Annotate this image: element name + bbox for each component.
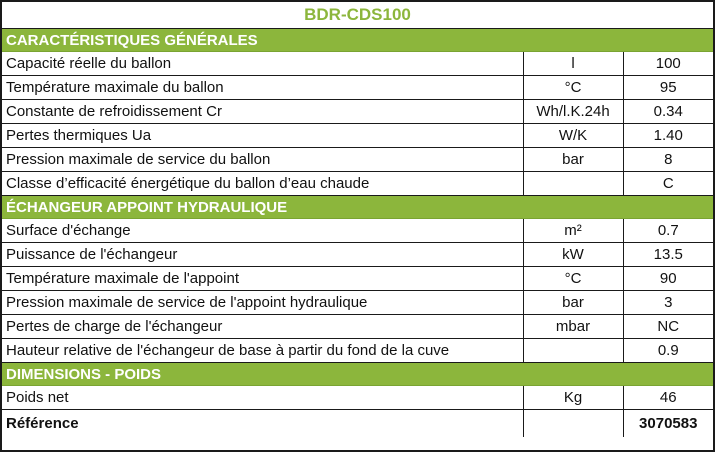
table-row <box>2 148 713 172</box>
row-label: Pression maximale de service du ballon <box>2 148 523 172</box>
row-label: Classe d’efficacité énergétique du ballon d’eau chaude <box>2 172 523 196</box>
table-row <box>2 124 713 148</box>
table-row <box>2 243 713 267</box>
table-row <box>2 386 713 410</box>
row-value: 0.7 <box>623 219 713 243</box>
row-value: 0.34 <box>623 100 713 124</box>
row-value: NC <box>623 315 713 339</box>
row-label: Surface d'échange <box>2 219 523 243</box>
row-label: Pertes thermiques Ua <box>2 124 523 148</box>
row-label: Puissance de l'échangeur <box>2 243 523 267</box>
row-unit <box>523 339 623 363</box>
row-label: Température maximale de l'appoint <box>2 267 523 291</box>
row-value: 46 <box>623 386 713 410</box>
table-row <box>2 291 713 315</box>
section-header <box>2 196 713 219</box>
row-unit: l <box>523 52 623 76</box>
row-unit: Kg <box>523 386 623 410</box>
section-header <box>2 363 713 386</box>
row-value: 90 <box>623 267 713 291</box>
table-row <box>2 339 713 363</box>
row-unit: m² <box>523 219 623 243</box>
row-unit: bar <box>523 291 623 315</box>
table-row <box>2 219 713 243</box>
row-label: Constante de refroidissement Cr <box>2 100 523 124</box>
row-value: 100 <box>623 52 713 76</box>
row-value: 95 <box>623 76 713 100</box>
row-label: Capacité réelle du ballon <box>2 52 523 76</box>
row-unit: kW <box>523 243 623 267</box>
section-heading: CARACTÉRISTIQUES GÉNÉRALES <box>2 29 713 52</box>
table-row <box>2 100 713 124</box>
row-value: 3 <box>623 291 713 315</box>
row-value: C <box>623 172 713 196</box>
table-row <box>2 315 713 339</box>
table-row <box>2 172 713 196</box>
row-unit: W/K <box>523 124 623 148</box>
row-value: 8 <box>623 148 713 172</box>
table-row <box>2 52 713 76</box>
row-unit: °C <box>523 267 623 291</box>
row-label: Pertes de charge de l'échangeur <box>2 315 523 339</box>
row-value: 1.40 <box>623 124 713 148</box>
row-value: 13.5 <box>623 243 713 267</box>
product-title: BDR-CDS100 <box>2 2 713 29</box>
row-unit <box>523 172 623 196</box>
table-row <box>2 267 713 291</box>
row-unit: °C <box>523 76 623 100</box>
table-row <box>2 76 713 100</box>
row-label: Température maximale du ballon <box>2 76 523 100</box>
row-label: Hauteur relative de l'échangeur de base à partir du fond de la cuve <box>2 339 523 363</box>
row-label: Poids net <box>2 386 523 410</box>
row-unit: Wh/l.K.24h <box>523 100 623 124</box>
row-value: 0.9 <box>623 339 713 363</box>
reference-row <box>2 410 713 438</box>
reference-label: Référence <box>2 410 523 438</box>
row-unit: bar <box>523 148 623 172</box>
row-label: Pression maximale de service de l'appoint hydraulique <box>2 291 523 315</box>
section-heading: ÉCHANGEUR APPOINT HYDRAULIQUE <box>2 196 713 219</box>
reference-unit <box>523 410 623 438</box>
row-unit: mbar <box>523 315 623 339</box>
spec-table <box>2 29 713 437</box>
reference-value: 3070583 <box>623 410 713 438</box>
section-header <box>2 29 713 52</box>
section-heading: DIMENSIONS - POIDS <box>2 363 713 386</box>
